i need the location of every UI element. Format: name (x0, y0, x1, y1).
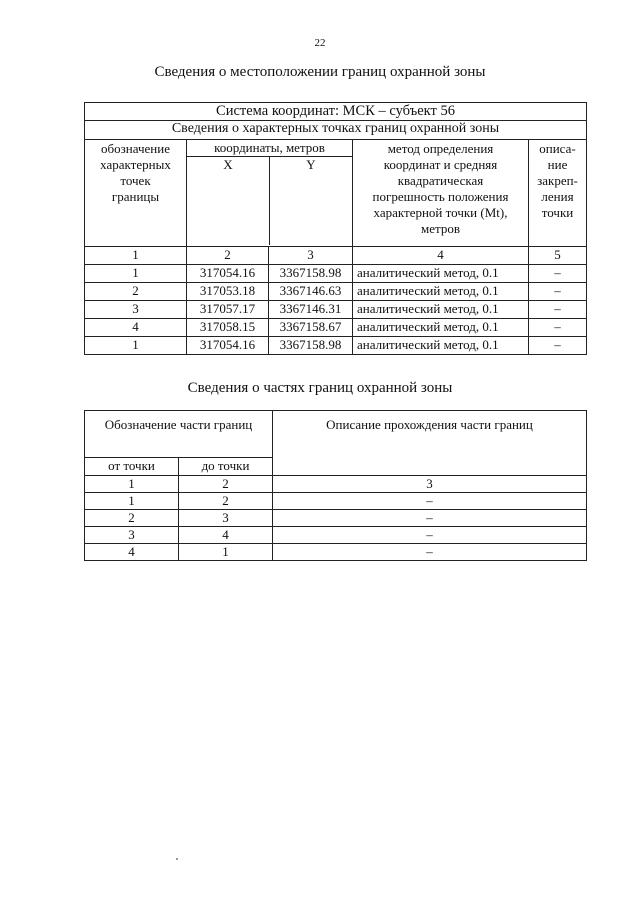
table-row (85, 493, 587, 510)
header-description-line: ления (541, 189, 574, 204)
header-description-line: закреп- (537, 173, 578, 188)
section-title: Сведения о характерных точках границ охранной зоны (85, 121, 587, 140)
point-description: – (529, 301, 587, 319)
coord-x: 317053.18 (187, 283, 269, 301)
header-method-line: метров (421, 221, 460, 236)
coord-x: 317057.17 (187, 301, 269, 319)
scan-speck (176, 858, 178, 860)
point-id: 1 (85, 337, 187, 355)
from-point: 3 (85, 527, 179, 544)
table-row (85, 527, 587, 544)
table-row (85, 301, 587, 319)
column-number: 3 (269, 247, 353, 265)
header-description-line: описа- (539, 141, 576, 156)
header-coords-label: координаты, метров (187, 140, 352, 157)
point-description: – (529, 283, 587, 301)
header-designation (85, 140, 187, 247)
from-point: 4 (85, 544, 179, 561)
table-row (85, 319, 587, 337)
header-designation-line: точек (120, 173, 151, 188)
column-number: 4 (353, 247, 529, 265)
coord-y: 3367146.31 (269, 301, 353, 319)
table-row (85, 476, 587, 493)
page-number: 22 (314, 37, 326, 49)
header-part-designation: Обозначение части границ (85, 411, 273, 458)
method: аналитический метод, 0.1 (353, 283, 529, 301)
part-description: – (273, 493, 587, 510)
point-id: 3 (85, 301, 187, 319)
from-point: 1 (85, 493, 179, 510)
parts-title: Сведения о частях границ охранной зоны (187, 380, 453, 396)
part-description: – (273, 544, 587, 561)
coord-x: 317054.16 (187, 265, 269, 283)
header-coords (187, 140, 353, 247)
coordinate-system: Система координат: МСК – субъект 56 (85, 103, 587, 121)
method: аналитический метод, 0.1 (353, 337, 529, 355)
header-method-line: координат и средняя (383, 157, 498, 172)
header-description-line: ние (547, 157, 568, 172)
point-description: – (529, 265, 587, 283)
header-x: X (187, 157, 270, 245)
header-designation-line: характерных (100, 157, 171, 172)
header-method (353, 140, 529, 247)
to-point: 4 (179, 527, 273, 544)
part-description: – (273, 527, 587, 544)
header-designation-line: границы (111, 189, 160, 204)
header-designation-line: обозначение (101, 141, 170, 156)
point-id: 4 (85, 319, 187, 337)
column-number: 1 (85, 247, 187, 265)
header-method-line: характерной точки (Mt), (373, 205, 508, 220)
boundary-points-table (84, 102, 587, 355)
point-description: – (529, 319, 587, 337)
point-id: 1 (85, 265, 187, 283)
header-part-description: Описание прохождения части границ (273, 411, 587, 476)
table-row (85, 544, 587, 561)
header-to-point: до точки (179, 458, 273, 476)
point-id: 2 (85, 283, 187, 301)
header-description (529, 140, 587, 247)
table-row (85, 337, 587, 355)
column-number: 2 (187, 247, 269, 265)
to-point: 1 (179, 544, 273, 561)
table-row (85, 510, 587, 527)
coord-x: 317058.15 (187, 319, 269, 337)
method: аналитический метод, 0.1 (353, 301, 529, 319)
table-row (85, 265, 587, 283)
coord-x: 317054.16 (187, 337, 269, 355)
from-point: 2 (85, 510, 179, 527)
point-description: – (529, 337, 587, 355)
table-row (85, 283, 587, 301)
from-point: 1 (85, 476, 179, 493)
to-point: 3 (179, 510, 273, 527)
to-point: 2 (179, 493, 273, 510)
header-y: Y (306, 157, 316, 172)
header-method-line: погрешность положения (372, 189, 509, 204)
coord-y: 3367158.98 (269, 265, 353, 283)
method: аналитический метод, 0.1 (353, 265, 529, 283)
header-from-point: от точки (85, 458, 179, 476)
method: аналитический метод, 0.1 (353, 319, 529, 337)
to-point: 2 (179, 476, 273, 493)
column-number-row (85, 247, 587, 265)
part-description: – (273, 510, 587, 527)
location-title: Сведения о местоположении границ охранной зоны (154, 64, 486, 80)
coord-y: 3367158.98 (269, 337, 353, 355)
header-method-line: квадратическая (397, 173, 484, 188)
column-number: 5 (529, 247, 587, 265)
coord-y: 3367146.63 (269, 283, 353, 301)
part-description: 3 (273, 476, 587, 493)
header-method-line: метод определения (387, 141, 494, 156)
header-description-line: точки (541, 205, 574, 220)
boundary-parts-table (84, 410, 587, 561)
coord-y: 3367158.67 (269, 319, 353, 337)
